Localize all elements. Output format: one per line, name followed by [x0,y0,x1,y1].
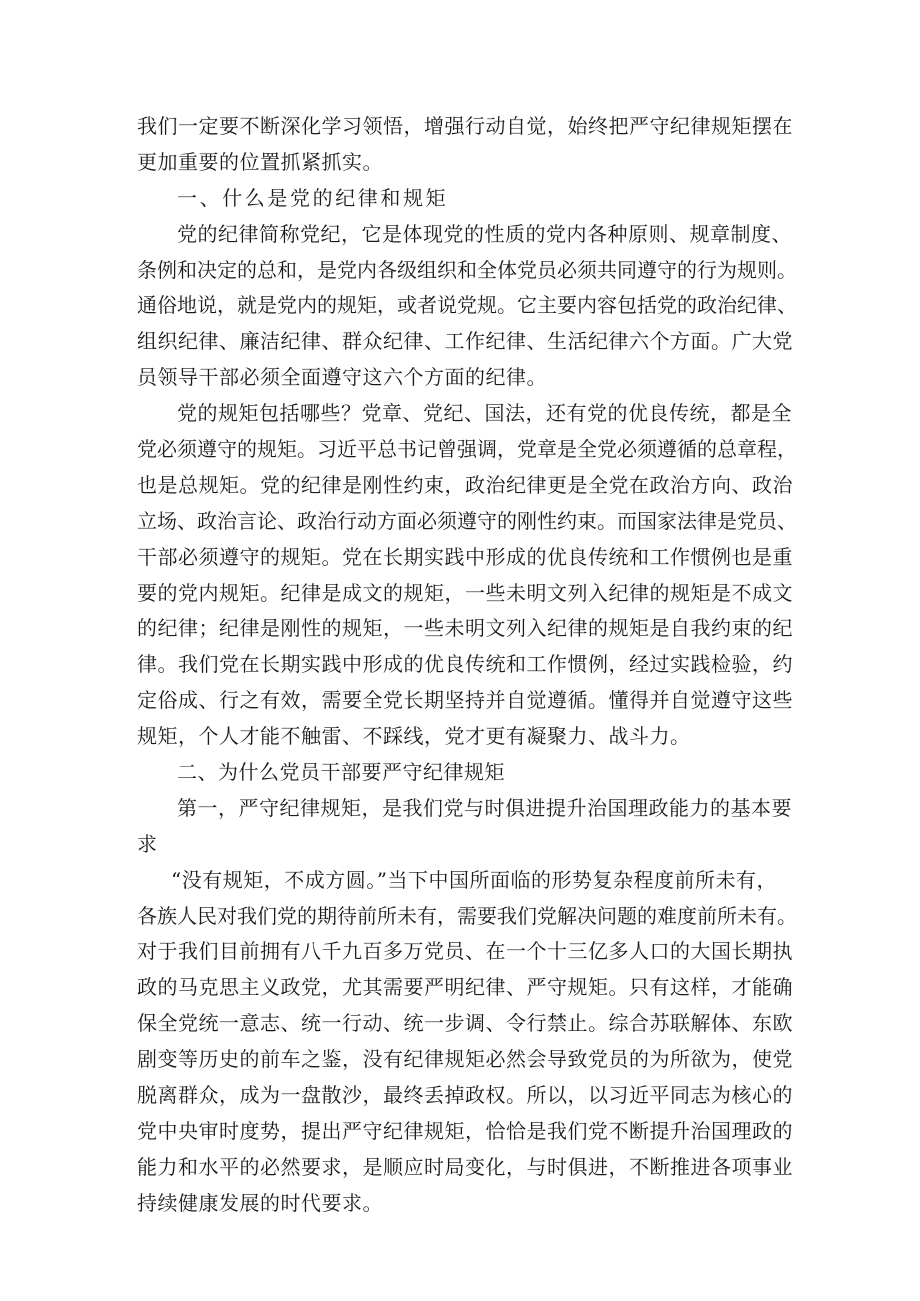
document-body [137,109,797,1222]
text-line: “没有规矩，不成方圆。”当下中国所面临的形势复杂程度前所未有， [171,867,777,892]
text-line: 规矩，个人才能不触雷、不踩线，党才更有凝聚力、战斗力。 [137,724,691,749]
text-line: 剧变等历史的前车之鉴，没有纪律规矩必然会导致党员的为所欲为，使党 [137,1047,793,1072]
text-line: 定俗成、行之有效，需要全党长期坚持并自觉遵循。懂得并自觉遵守这些 [137,688,793,713]
text-line: 组织纪律、廉洁纪律、群众纪律、工作纪律、生活纪律六个方面。广大党 [137,329,793,354]
text-line: 干部必须遵守的规矩。党在长期实践中形成的优良传统和工作惯例也是重 [137,544,793,569]
subheading-line: 第一，严守纪律规矩，是我们党与时俱进提升治国理政能力的基本要 [177,795,792,820]
text-line: 政的马克思主义政党，尤其需要严明纪律、严守规矩。只有这样，才能确 [137,975,793,1000]
text-line: 保全党统一意志、统一行动、统一步调、令行禁止。综合苏联解体、东欧 [137,1011,793,1036]
text-line: 要的党内规矩。纪律是成文的规矩，一些未明文列入纪律的规矩是不成文 [137,580,793,605]
text-line: 也是总规矩。党的纪律是刚性约束，政治纪律更是全党在政治方向、政治 [137,472,793,497]
text-line: 党的纪律简称党纪，它是体现党的性质的党内各种原则、规章制度、 [177,221,792,246]
section-heading-2: 二、为什么党员干部要严守纪律规矩 [177,760,505,785]
text-line: 的纪律；纪律是刚性的规矩，一些未明文列入纪律的规矩是自我约束的纪 [137,616,793,641]
text-line: 党中央审时度势，提出严守纪律规矩，恰恰是我们党不断提升治国理政的 [137,1118,793,1143]
text-line: 通俗地说，就是党内的规矩，或者说党规。它主要内容包括党的政治纪律、 [137,293,797,318]
text-line: 我们一定要不断深化学习领悟，增强行动自觉，始终把严守纪律规矩摆在 [137,114,793,138]
text-line: 对于我们目前拥有八千九百多万党员、在一个十三亿多人口的大国长期执 [137,939,793,964]
text-line: 律。我们党在长期实践中形成的优良传统和工作惯例，经过实践检验，约 [137,652,793,677]
text-line: 立场、政治言论、政治行动方面必须遵守的刚性约束。而国家法律是党员、 [137,508,797,533]
text-line: 能力和水平的必然要求，是顺应时局变化，与时俱进，不断推进各项事业 [137,1154,793,1179]
text-line: 脱离群众，成为一盘散沙，最终丢掉政权。所以，以习近平同志为核心的 [137,1083,793,1108]
text-line: 持续健康发展的时代要求。 [137,1190,383,1215]
text-line: 各族人民对我们党的期待前所未有，需要我们党解决问题的难度前所未有。 [137,903,797,928]
subheading-line: 求 [137,831,158,856]
section-heading-1: 一、什么是党的纪律和规矩 [177,185,449,210]
text-line: 条例和决定的总和，是党内各级组织和全体党员必须共同遵守的行为规则。 [137,257,797,282]
text-line: 员领导干部必须全面遵守这六个方面的纪律。 [137,365,547,390]
text-line: 党的规矩包括哪些？党章、党纪、国法，还有党的优良传统，都是全 [177,401,792,426]
text-line: 更加重要的位置抓紧抓实。 [137,149,383,174]
text-line: 党必须遵守的规矩。习近平总书记曾强调，党章是全党必须遵循的总章程， [137,437,797,462]
